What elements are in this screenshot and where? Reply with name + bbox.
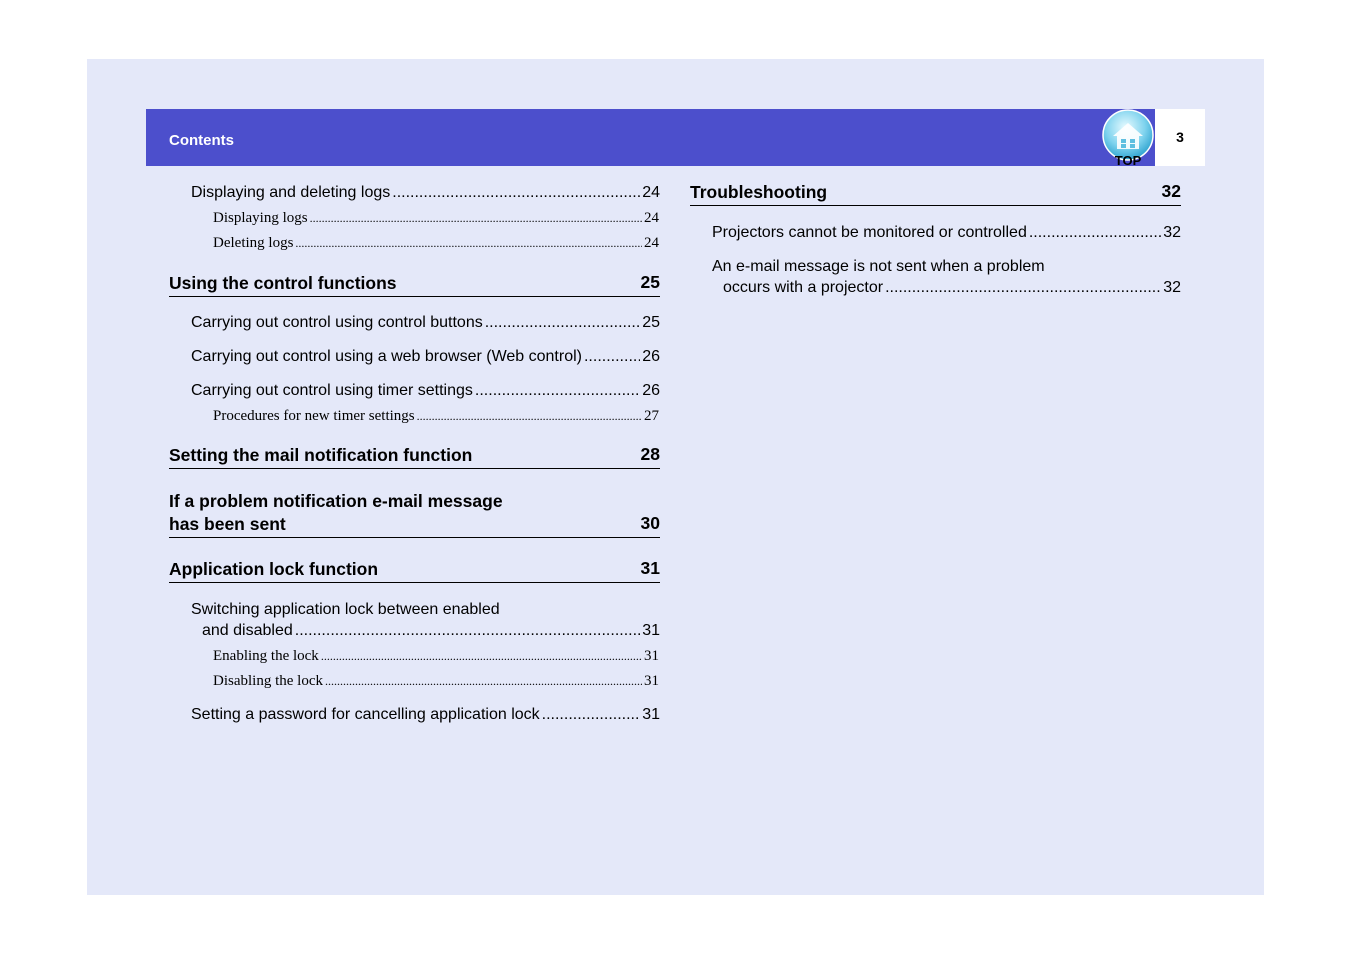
toc-entry-switching-lock[interactable] [202,620,660,641]
toc-heading-mail-notification[interactable] [169,444,660,469]
header-bar [146,109,1155,166]
toc-entry-label: occurs with a projector [723,279,884,296]
toc-heading-label: Setting the mail notification function [169,445,473,465]
toc-entry-label: Deleting logs [213,235,294,251]
toc-entry-label: Displaying logs [213,210,308,226]
toc-page-number: 26 [642,348,660,365]
toc-entry-control-buttons[interactable] [191,312,660,333]
toc-entry-password-cancel-lock[interactable] [191,704,660,725]
toc-entry-label: Enabling the lock [213,648,319,664]
toc-entry-label: and disabled [202,622,293,639]
toc-heading-troubleshooting[interactable] [690,181,1181,206]
toc-entry-label: Carrying out control using a web browser (Web control) [191,348,582,365]
toc-heading-page: 28 [640,444,660,464]
toc-heading-label: Using the control functions [169,273,397,293]
toc-heading-label-line2: has been sent [169,514,286,534]
toc-heading-page: 25 [640,272,660,292]
toc-entry-label: Procedures for new timer settings [213,408,415,424]
toc-entry-label: Carrying out control using timer settings [191,382,473,399]
toc-entry-email-not-sent[interactable] [723,277,1181,298]
toc-entry-label: Displaying and deleting logs [191,184,391,201]
toc-page-number: 32 [1163,279,1181,296]
toc-entry-displaying-deleting-logs[interactable] [191,182,660,203]
toc-page-number: 31 [644,648,659,664]
toc-entry-projectors-not-monitored[interactable] [712,222,1181,243]
toc-page-number: 24 [644,210,659,226]
toc-subentry-displaying-logs[interactable] [213,208,659,228]
toc-page-number: 31 [642,622,660,639]
page-number: 3 [1176,129,1184,145]
toc-entry-label: Setting a password for cancelling application lock [191,706,540,723]
toc-heading-control-functions[interactable] [169,272,660,297]
page-number-box [1155,109,1205,166]
toc-page-number: 31 [644,673,659,689]
toc-entry-label: Disabling the lock [213,673,323,689]
toc-subentry-enabling-lock[interactable] [213,646,659,666]
toc-subentry-deleting-logs[interactable] [213,233,659,253]
toc-entry-email-not-sent-line1[interactable]: An e-mail message is not sent when a problem [712,258,1045,275]
toc-heading-label: Application lock function [169,559,379,579]
toc-page-number: 32 [1163,224,1181,241]
toc-page-number: 24 [642,184,660,201]
toc-heading-application-lock[interactable] [169,558,660,583]
toc-page-number: 24 [644,235,659,251]
toc-subentry-new-timer-settings[interactable] [213,406,659,426]
toc-entry-timer-settings[interactable] [191,380,660,401]
toc-entry-switching-lock-line1[interactable]: Switching application lock between enabled [191,601,500,618]
toc-heading-page: 31 [640,558,660,578]
toc-page-number: 31 [642,706,660,723]
toc-page-number: 25 [642,314,660,331]
top-home-icon[interactable] [1101,109,1157,167]
header-title: Contents [169,132,234,149]
toc-entry-label: Carrying out control using control buttons [191,314,483,331]
toc-entry-label: Projectors cannot be monitored or controlled [712,224,1027,241]
toc-heading-label-line1: If a problem notification e-mail message [169,491,503,511]
toc-page-number: 27 [644,408,659,424]
toc-entry-web-control[interactable] [191,346,660,367]
toc-heading-page: 30 [640,513,660,533]
toc-page-number: 26 [642,382,660,399]
toc-heading-label: Troubleshooting [690,182,828,202]
toc-heading-page: 32 [1161,181,1181,201]
toc-subentry-disabling-lock[interactable] [213,671,659,691]
toc-heading-problem-notification[interactable] [169,490,660,538]
top-label: TOP [1114,153,1142,167]
